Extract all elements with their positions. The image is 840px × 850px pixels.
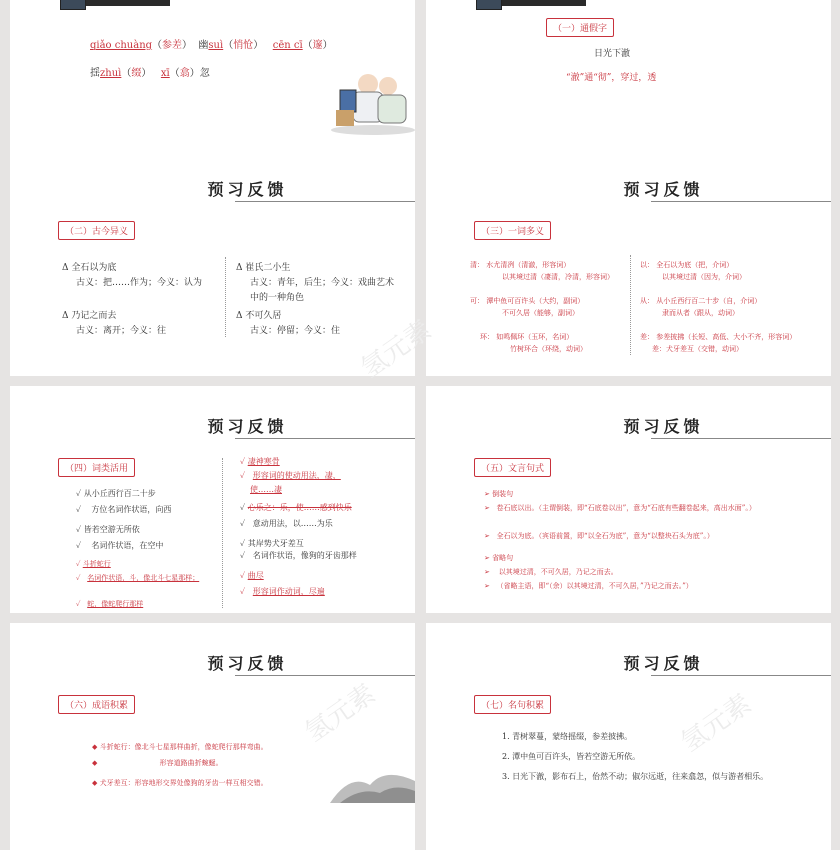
section-tag: （六）成语积累	[58, 695, 135, 714]
syntax-line-3: ➢ 全石以为底。（宾语前置，即“以全石为底”，意为“以整块石头为底”。）	[484, 532, 714, 540]
usage-left-7: ✓ 蛇，像蛇爬行那样	[76, 600, 144, 608]
watermark: 氢元素	[675, 688, 757, 759]
slide-6[interactable]	[426, 386, 831, 613]
header-bar	[502, 0, 586, 6]
usage-left-2: ✓ 方位名词作状语，向西	[76, 505, 172, 514]
pinyin-row-1: qiǎo chuàng（参差） 幽suì（悄怆） cēn cī（邃）	[90, 40, 333, 51]
syntax-line-6: ➢ （省略主语，即“（余）以其境过清，不可久居，”乃记之而去。”）	[484, 582, 693, 590]
quote-2: 2. 潭中鱼可百许头，皆若空游无所依。	[502, 752, 641, 761]
syntax-line-5: ➢ 以其境过清，不可久居，乃记之而去。	[484, 568, 618, 576]
title-rule	[651, 438, 831, 439]
polysemy-right-2: 以其境过清（因为，介词）	[662, 273, 746, 281]
slide-3[interactable]	[10, 149, 415, 376]
usage-left-5: ✓ 斗折蛇行	[76, 560, 111, 568]
slide-title: 预习反馈	[207, 180, 288, 199]
column-divider	[222, 458, 223, 608]
polysemy-right-3: 从： 从小丘西行百二十步（自，介词）	[640, 297, 762, 305]
explanation-line: “澈”通“彻”，穿过，透	[566, 73, 657, 83]
slide-5[interactable]	[10, 386, 415, 613]
reading-children-illustration	[328, 70, 418, 135]
slide-title: 预习反馈	[623, 180, 704, 199]
polysemy-left-2: 以其境过清（凄清，冷清，形容词）	[502, 273, 614, 281]
item-4: Δ 不可久居 古义：停留；今义：住	[236, 311, 341, 336]
section-tag: （一）通假字	[546, 18, 614, 37]
section-tag: （五）文言句式	[474, 458, 551, 477]
quote-3: 3. 日光下澈，影布石上，佁然不动；俶尔远逝，往来翕忽，似与游者相乐。	[502, 772, 769, 781]
usage-left-6: ✓ 名词作状语，斗，像北斗七星那样；	[76, 574, 200, 582]
usage-left-1: ✓ 从小丘西行百二十步	[76, 489, 156, 498]
polysemy-right-4: 隶而从者（跟从，动词）	[662, 309, 739, 317]
title-rule	[235, 438, 415, 439]
quote-1: 1. 青树翠蔓，蒙络摇缀，参差披拂。	[502, 732, 633, 741]
polysemy-left-6: 竹树环合（环绕，动词）	[510, 345, 587, 353]
idiom-2: ◆ 犬牙差互：形容地形交界处像狗的牙齿一样互相交错。	[92, 779, 268, 787]
header-bar	[86, 0, 170, 6]
polysemy-left-4: 不可久居（能够，副词）	[502, 309, 579, 317]
column-divider	[630, 255, 631, 355]
usage-right-6: ✓ 其岸势犬牙差互	[240, 539, 304, 548]
item-3: Δ 崔氏二小生 古义：青年，后生；今义：戏曲艺术中的一种角色	[236, 263, 395, 303]
title-rule	[235, 201, 415, 202]
slide-title: 预习反馈	[623, 654, 704, 673]
watermark: 氢元素	[299, 678, 381, 749]
usage-right-2: ✓ 形容词的使动用法，凄，	[240, 471, 341, 480]
slide-8[interactable]	[426, 623, 831, 850]
usage-left-4: ✓ 名词作状语，在空中	[76, 541, 164, 550]
idiom-1-note: ◆ 形容道路曲折蜿蜒。	[92, 759, 223, 767]
usage-left-3: ✓ 皆若空游无所依	[76, 525, 140, 534]
syntax-line-1: ➢ 倒装句	[484, 490, 514, 498]
ink-mountain-illustration	[330, 763, 415, 803]
pinyin-row-2: 揺zhuì（缀） xī（翕）忽	[90, 68, 210, 79]
section-tag: （三）一词多义	[474, 221, 551, 240]
usage-right-5: ✓ 意动用法，以……为乐	[240, 519, 333, 528]
title-rule	[651, 201, 831, 202]
syntax-line-2: ➢ 卷石底以出。（主谓倒装，即“石底卷以出”，意为“石底有些翻卷起来，高出水面”。）	[484, 504, 756, 512]
slide-4[interactable]	[355, 149, 831, 385]
usage-right-8: ✓ 曲尽	[240, 571, 264, 580]
item-1: Δ 全石以为底 古义：把……作为；今义：认为	[62, 263, 203, 288]
slide-7[interactable]	[10, 623, 415, 850]
title-rule	[651, 675, 831, 676]
column-divider	[225, 257, 226, 337]
usage-right-3: 使……凄	[250, 485, 282, 494]
polysemy-right-6: 差：犬牙差互（交错，动词）	[652, 345, 743, 353]
idiom-1: ◆ 斗折蛇行：像北斗七星那样曲折，像蛇爬行那样弯曲。	[92, 743, 268, 751]
section-tag: （四）词类活用	[58, 458, 135, 477]
polysemy-left-1: 清： 水尤清冽（清澈，形容词）	[470, 261, 571, 269]
syntax-line-4: ➢ 省略句	[484, 554, 514, 562]
slide-title: 预习反馈	[207, 654, 288, 673]
section-tag: （七）名句积累	[474, 695, 551, 714]
usage-right-9: ✓ 形容词作动词，尽遍	[240, 587, 325, 596]
book-icon	[60, 0, 86, 10]
example-line: 日光下澈	[594, 49, 631, 59]
item-2: Δ 乃记之而去 古义：离开；今义：往	[62, 311, 167, 336]
slide-title: 预习反馈	[207, 417, 288, 436]
section-tag: （二）古今异义	[58, 221, 135, 240]
usage-right-1: ✓ 凄神寒骨	[240, 457, 280, 466]
slide-title: 预习反馈	[623, 417, 704, 436]
book-icon	[476, 0, 502, 10]
usage-right-4: ✓ 心乐之：乐，使……感到快乐	[240, 503, 352, 512]
watermark: 氢元素	[355, 314, 437, 385]
usage-right-7: ✓ 名词作状语，像狗的牙齿那样	[240, 551, 357, 560]
title-rule	[235, 675, 415, 676]
polysemy-right-5: 差： 参差披拂（长短、高低、大小不齐，形容词）	[640, 333, 797, 341]
polysemy-left-5: 环： 如鸣佩环（玉环，名词）	[480, 333, 574, 341]
polysemy-left-3: 可： 潭中鱼可百许头（大约，副词）	[470, 297, 585, 305]
polysemy-right-1: 以： 全石以为底（把，介词）	[640, 261, 734, 269]
